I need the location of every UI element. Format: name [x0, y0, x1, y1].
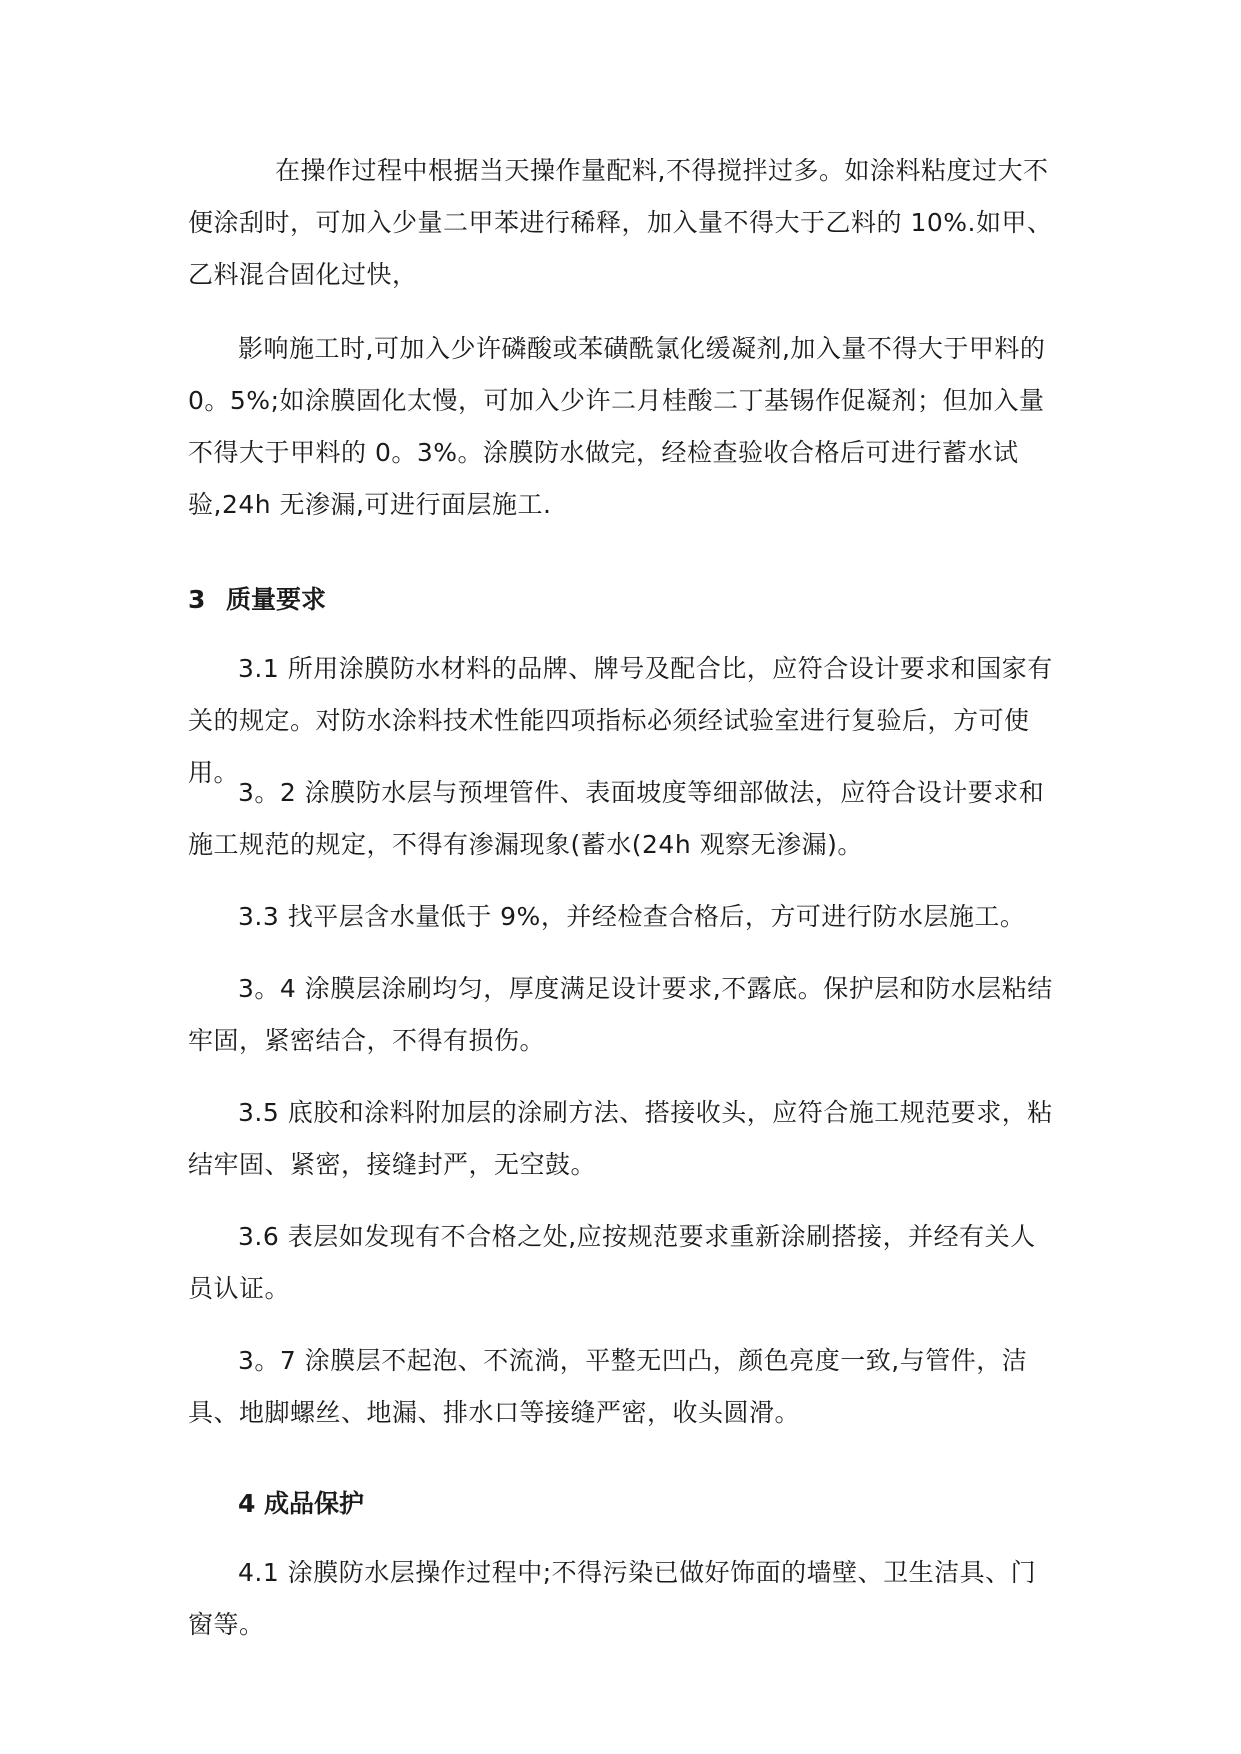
- section-4-heading: [238, 1484, 364, 1524]
- quality-item-3-4: 3。4 涂膜层涂刷均匀，厚度满足设计要求,不露底。保护层和防水层粘结牢固，紧密结合，不得有损伤。: [188, 974, 1053, 1055]
- section-3-number: 3: [188, 585, 206, 614]
- quality-item-3-3: 3.3 找平层含水量低于 9%，并经检查合格后，方可进行防水层施工。: [238, 902, 1026, 931]
- section-4-number: 4: [238, 1489, 256, 1518]
- quality-item-3-7: 3。7 涂膜层不起泡、不流淌，平整无凹凸，颜色亮度一致,与管件，洁具、地脚螺丝、地漏、排水口等接缝严密，收头圆滑。: [188, 1346, 1028, 1427]
- section-3-heading: [188, 580, 326, 620]
- quality-item-3-1: 3.1 所用涂膜防水材料的品牌、牌号及配合比，应符合设计要求和国家有关的规定。对防水涂料技术性能四项指标必须经试验室进行复验后，方可使用。: [188, 654, 1053, 787]
- protection-item-4-1: 4.1 涂膜防水层操作过程中;不得污染已做好饰面的墙壁、卫生洁具、门窗等。: [188, 1558, 1037, 1639]
- section-3-title: 质量要求: [226, 585, 327, 614]
- quality-item-3-6: 3.6 表层如发现有不合格之处,应按规范要求重新涂刷搭接，并经有关人员认证。: [188, 1222, 1036, 1303]
- section-4-title: 成品保护: [264, 1489, 365, 1518]
- quality-item-3-5: 3.5 底胶和涂料附加层的涂刷方法、搭接收头，应符合施工规范要求，粘结牢固、紧密，接缝封严，无空鼓。: [188, 1098, 1053, 1179]
- paragraph-mixing-instructions: 在操作过程中根据当天操作量配料,不得搅拌过多。如涂料粘度过大不便涂刮时，可加入少量二甲苯进行稀释，加入量不得大于乙料的 10%.如甲、乙料混合固化过快，: [188, 156, 1053, 289]
- paragraph-curing-adjustment: 影响施工时,可加入少许磷酸或苯磺酰氯化缓凝剂,加入量不得大于甲料的0。5%;如涂膜固化太慢，可加入少许二月桂酸二丁基锡作促凝剂；但加入量不得大于甲料的 0。3%。涂膜防水做完，经检查验收合格后可进行蓄水试验,24h 无渗漏,可进行面层施工.: [188, 334, 1046, 519]
- quality-item-3-2: 3。2 涂膜防水层与预埋管件、表面坡度等细部做法，应符合设计要求和施工规范的规定，不得有渗漏现象(蓄水(24h 观察无渗漏)。: [188, 778, 1045, 859]
